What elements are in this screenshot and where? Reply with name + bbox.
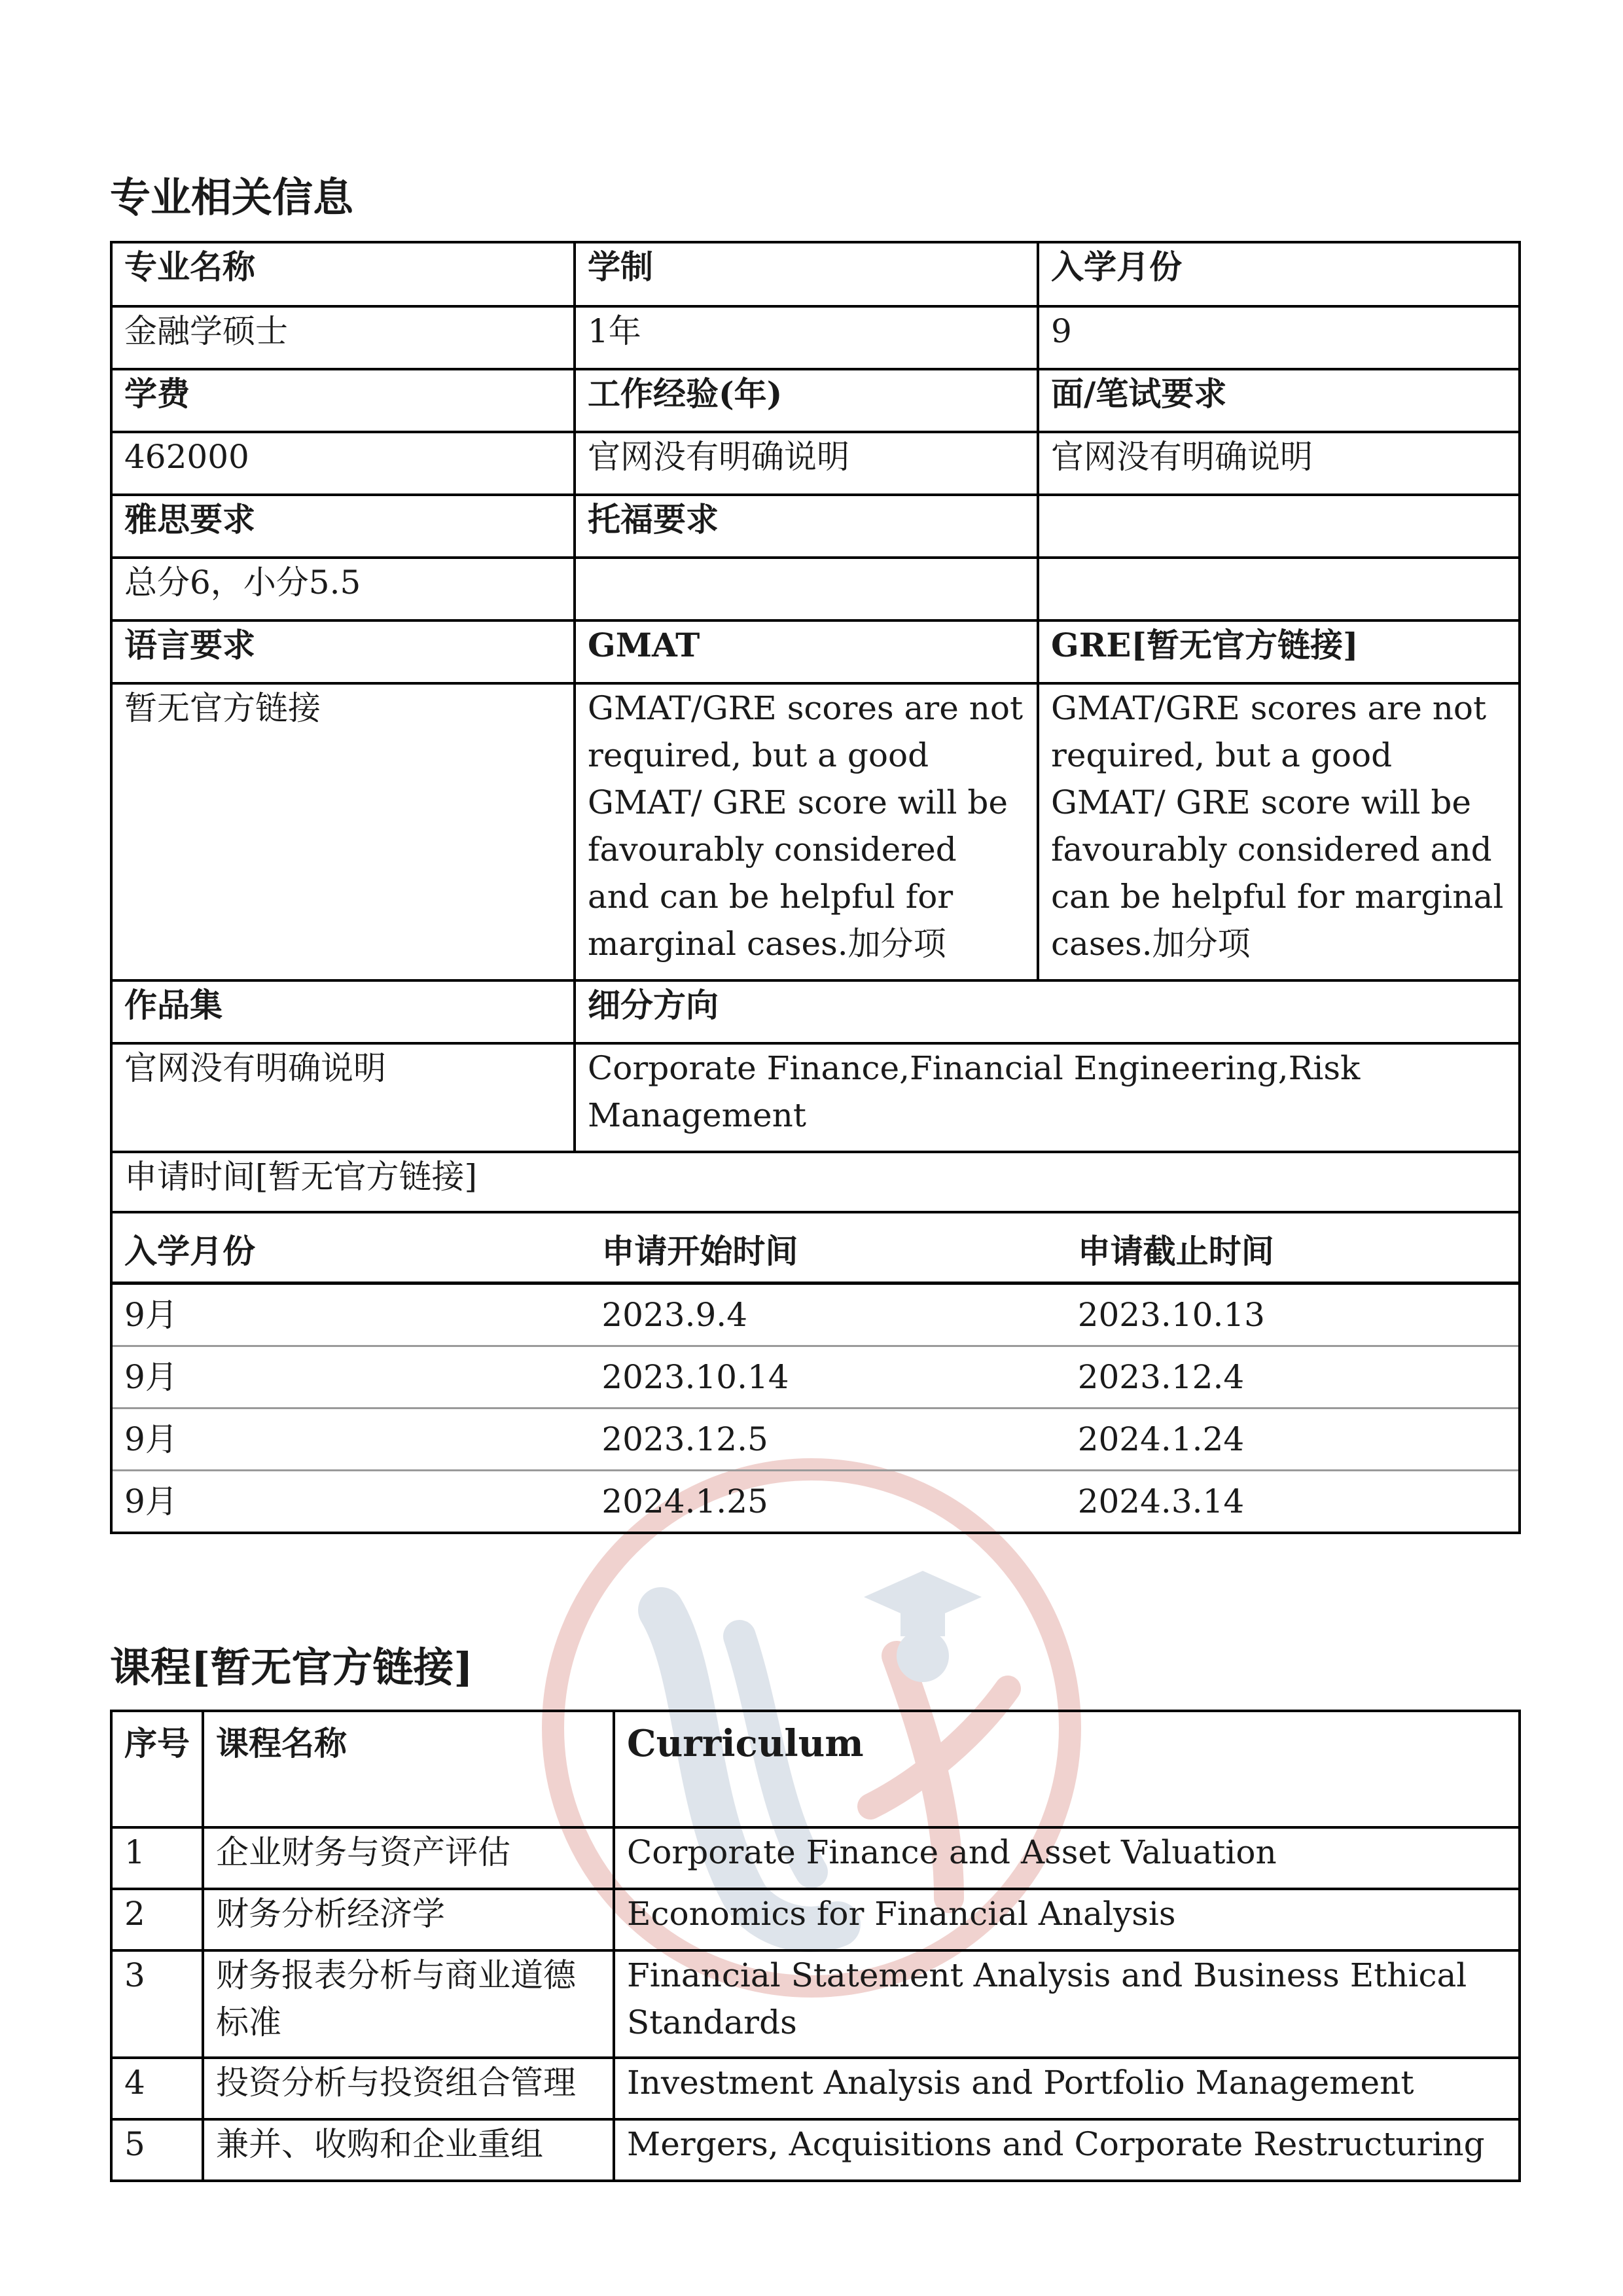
table-row — [111, 1827, 1520, 1889]
course-name-en: Mergers, Acquisitions and Corporate Restructuring — [614, 2119, 1520, 2181]
table-row — [111, 1212, 1520, 1533]
tuition-value: 462000 — [111, 432, 575, 495]
course-index: 3 — [111, 1950, 203, 2058]
table-row — [111, 2119, 1520, 2181]
schedule-header-row — [113, 1213, 1518, 1283]
program-info-table — [110, 241, 1521, 1534]
schedule-intake: 9月 — [113, 1408, 590, 1471]
section-title-curriculum: 课程[暂无官方链接] — [110, 1643, 473, 1691]
table-row — [111, 369, 1520, 432]
schedule-row — [113, 1471, 1518, 1532]
table-row — [111, 620, 1520, 683]
schedule-header-start: 申请开始时间 — [590, 1213, 1065, 1283]
gre-value: GMAT/GRE scores are not required, but a good GMAT/ GRE score will be favourably considered and can be helpful for marginal cases.加分项 — [1038, 683, 1520, 980]
table-row — [111, 1711, 1520, 1827]
language-label: 语言要求 — [111, 620, 575, 683]
schedule-start: 2023.9.4 — [590, 1283, 1065, 1346]
table-row — [111, 306, 1520, 369]
specialization-label: 细分方向 — [575, 980, 1520, 1043]
schedule-header-intake: 入学月份 — [113, 1213, 590, 1283]
course-name-en: Financial Statement Analysis and Business Ethical Standards — [614, 1950, 1520, 2058]
interview-label: 面/笔试要求 — [1038, 369, 1520, 432]
toefl-value — [575, 558, 1038, 620]
intake-label: 入学月份 — [1038, 242, 1520, 306]
ielts-label: 雅思要求 — [111, 495, 575, 558]
schedule-deadline: 2024.3.14 — [1077, 1482, 1245, 1520]
section-title-program-info: 专业相关信息 — [110, 173, 354, 221]
program-name-value: 金融学硕士 — [111, 306, 575, 369]
curriculum-table — [110, 1710, 1521, 2182]
course-index: 5 — [111, 2119, 203, 2181]
schedule-intake: 9月 — [124, 1482, 178, 1520]
application-time-label: 申请时间[暂无官方链接] — [111, 1152, 1520, 1212]
duration-label: 学制 — [575, 242, 1038, 306]
schedule-start: 2023.10.14 — [590, 1346, 1065, 1408]
schedule-start: 2024.1.25 — [601, 1482, 768, 1520]
schedule-intake: 9月 — [113, 1283, 590, 1346]
portfolio-label: 作品集 — [111, 980, 575, 1043]
course-name-cn: 财务分析经济学 — [203, 1889, 614, 1950]
course-index: 2 — [111, 1889, 203, 1950]
interview-value: 官网没有明确说明 — [1038, 432, 1520, 495]
schedule-start: 2023.12.5 — [590, 1408, 1065, 1471]
language-value: 暂无官方链接 — [111, 683, 575, 980]
table-row — [111, 242, 1520, 306]
specialization-value: Corporate Finance,Financial Engineering,Risk Management — [575, 1043, 1520, 1152]
course-name-en: Corporate Finance and Asset Valuation — [614, 1827, 1520, 1889]
schedule-intake: 9月 — [113, 1346, 590, 1408]
curriculum-header-name-en: Curriculum — [614, 1711, 1520, 1827]
course-name-cn: 财务报表分析与商业道德标准 — [203, 1950, 614, 2058]
curriculum-header-index: 序号 — [111, 1711, 203, 1827]
application-schedule-table — [113, 1213, 1518, 1532]
empty-cell — [1038, 558, 1520, 620]
course-name-cn: 投资分析与投资组合管理 — [203, 2058, 614, 2119]
table-row — [111, 1152, 1520, 1212]
program-name-label: 专业名称 — [111, 242, 575, 306]
course-index: 1 — [111, 1827, 203, 1889]
table-row — [111, 558, 1520, 620]
table-row — [111, 1043, 1520, 1152]
intake-value: 9 — [1038, 306, 1520, 369]
curriculum-header-name-cn: 课程名称 — [203, 1711, 614, 1827]
gmat-label: GMAT — [575, 620, 1038, 683]
table-row — [111, 1889, 1520, 1950]
schedule-cell — [111, 1212, 1520, 1533]
schedule-deadline: 2023.12.4 — [1066, 1346, 1518, 1408]
table-row — [111, 495, 1520, 558]
portfolio-value: 官网没有明确说明 — [111, 1043, 575, 1152]
work-exp-label: 工作经验(年) — [575, 369, 1038, 432]
table-row — [111, 432, 1520, 495]
table-row — [111, 683, 1520, 980]
schedule-row — [113, 1346, 1518, 1408]
tuition-label: 学费 — [111, 369, 575, 432]
gmat-value: GMAT/GRE scores are not required, but a good GMAT/ GRE score will be favourably considered and can be helpful for marginal cases.加分项 — [575, 683, 1038, 980]
empty-cell — [1038, 495, 1520, 558]
table-row — [111, 980, 1520, 1043]
table-row — [111, 2058, 1520, 2119]
course-name-en: Economics for Financial Analysis — [614, 1889, 1520, 1950]
schedule-deadline: 2024.1.24 — [1066, 1408, 1518, 1471]
schedule-row — [113, 1283, 1518, 1346]
work-exp-value: 官网没有明确说明 — [575, 432, 1038, 495]
schedule-row — [113, 1408, 1518, 1471]
schedule-deadline: 2023.10.13 — [1066, 1283, 1518, 1346]
course-name-cn: 企业财务与资产评估 — [203, 1827, 614, 1889]
course-name-en: Investment Analysis and Portfolio Management — [614, 2058, 1520, 2119]
course-index: 4 — [111, 2058, 203, 2119]
gre-label: GRE[暂无官方链接] — [1038, 620, 1520, 683]
table-row — [111, 1950, 1520, 2058]
ielts-value: 总分6，小分5.5 — [111, 558, 575, 620]
schedule-header-deadline: 申请截止时间 — [1066, 1213, 1518, 1283]
course-name-cn: 兼并、收购和企业重组 — [203, 2119, 614, 2181]
duration-value: 1年 — [575, 306, 1038, 369]
toefl-label: 托福要求 — [575, 495, 1038, 558]
